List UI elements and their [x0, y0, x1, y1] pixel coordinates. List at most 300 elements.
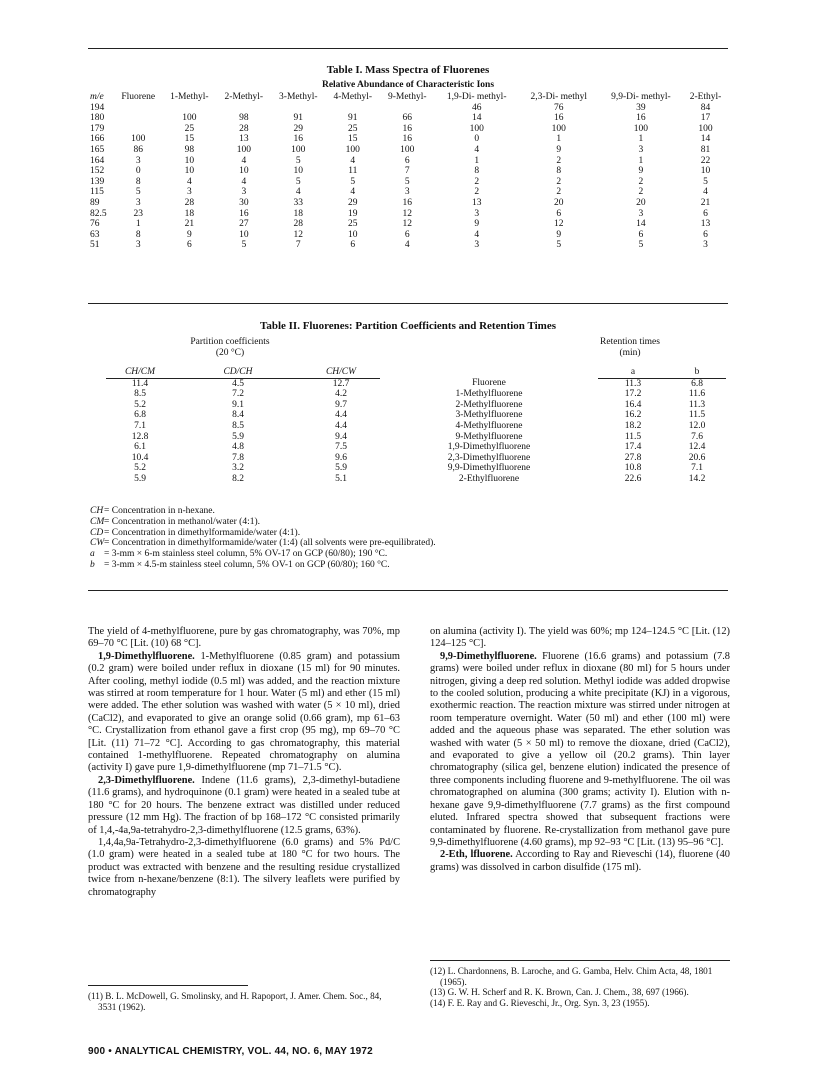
table-cell: 17.2 — [624, 389, 642, 400]
table2-group-right-label: Retention times — [600, 337, 660, 347]
table-row — [88, 166, 728, 177]
table-row — [88, 156, 728, 167]
table-row — [106, 432, 726, 443]
table-cell — [114, 103, 162, 114]
table-cell: 1-Methylfluorene — [455, 389, 523, 400]
table-cell: 6 — [556, 208, 562, 219]
table-cell: 4 — [404, 240, 410, 251]
table-cell: 6 — [638, 229, 644, 240]
table-cell: 8.4 — [232, 410, 244, 421]
table-cell — [114, 124, 162, 135]
section-heading: 1,9-Dimethylfluorene. — [98, 650, 195, 662]
paragraph-text: According to Ray and Rieveschi (14), fluorene (40 grams) was dissolved in carbon disulfide (175 ml). — [430, 849, 730, 873]
table-cell: 7.1 — [691, 463, 703, 474]
table-cell: 3 — [703, 240, 708, 251]
table-cell: 4 — [241, 176, 247, 187]
table-cell: 2,3-Dimethylfluorene — [447, 452, 531, 463]
table-cell — [380, 103, 434, 114]
table-cell: 5.9 — [232, 431, 244, 442]
table-cell: 4.4 — [335, 420, 347, 431]
table-cell: 2 — [556, 155, 562, 166]
table-cell: 100 — [182, 113, 197, 124]
table-cell: 21 — [184, 219, 195, 230]
table-cell: 4 — [350, 187, 356, 198]
table-cell: 3 — [638, 144, 644, 155]
table-cell: 1 — [556, 134, 562, 145]
table-cell: 5 — [135, 187, 141, 198]
table-cell: 4-Methylfluorene — [455, 420, 523, 431]
left-references — [88, 991, 400, 1012]
reference: (11) B. L. McDowell, G. Smolinsky, and H. Rapoport, J. Amer. Chem. Soc., 84, 3531 (1962). — [88, 991, 382, 1012]
table-cell: 7.5 — [335, 442, 347, 453]
footnote-text: = Concentration in dimethylformamide/water (4:1). — [104, 527, 301, 538]
table-cell: 17 — [700, 113, 711, 124]
table-cell: 9 — [556, 144, 562, 155]
table-footnote — [90, 560, 390, 571]
table-cell: 11.3 — [624, 378, 642, 389]
paragraph-text: 1-Methylfluorene (0.85 gram) and potassium (0.2 gram) were boiled under reflux in dioxane (15 ml) for 90 minutes. After cooling, methyl iodide (0.5 ml) was added, and the reaction mixture was stirred at room temperature for 1 hour. Water (5 ml) and ether (15 ml) were added. The ether solution was washed with water (5 × 10 ml), dried (CaCl2), and evaporated to give an orange solid (0.66 gram), mp 61–63 °C. Crystallization from ethanol gave a first crop (95 mg), mp 69–70 °C [Lit. (11) 71–72 °C]. According to gas chromatography, this material contained 1-methylfluorene. Repeated chromatography on alumina (activity I) gave pure 1,9-dimethylfluorene (mp 71–71.5 °C). — [88, 650, 400, 774]
table-cell: 3 — [135, 155, 141, 166]
table-cell: 10.4 — [131, 452, 149, 463]
table-cell: 16 — [636, 113, 646, 124]
table-cell: 20.6 — [688, 452, 706, 463]
table-cell: 100 — [633, 123, 649, 134]
table-row — [106, 389, 726, 400]
table-cell: 4.8 — [232, 442, 244, 453]
table-cell: 3 — [135, 240, 141, 251]
table-cell: 164 — [90, 155, 105, 166]
table-cell: 29 — [348, 197, 358, 208]
table-cell: 6 — [703, 208, 708, 219]
table-row — [88, 219, 728, 230]
table-cell: 100 — [698, 123, 713, 134]
table-cell: 28 — [184, 197, 195, 208]
table-cell: 180 — [90, 113, 105, 124]
footnote-key: CH — [90, 506, 104, 516]
table-cell: 9 — [474, 219, 480, 230]
table-cell: 14.2 — [688, 473, 706, 484]
table-cell: 4 — [241, 155, 247, 166]
right-ref-rule — [430, 960, 730, 961]
table-cell: 14 — [700, 134, 711, 145]
table-footnote — [90, 549, 387, 560]
section-heading: 9,9-Dimethylfluorene. — [440, 650, 537, 662]
table-row — [88, 209, 728, 220]
table-cell: 10 — [184, 155, 195, 166]
table-cell: 76 — [554, 102, 564, 113]
table-cell: 4 — [474, 144, 480, 155]
table-cell: 6 — [350, 240, 356, 251]
table-cell: 165 — [90, 144, 105, 155]
paragraph-text: Indene (11.6 grams), 2,3-dimethyl-butadiene (11.6 grams), and hydroquinone (0.1 gram) were heated in a sealed tube at 180 °C for 20 hours. The benzene extract was distilled under reduced pressure (12 mm Hg). The fraction of bp 168–172 °C consisted primarily of 1,4,-4a,9a-tetrahydro-2,3-dimethylfluorene (12.5 grams, 63%). — [88, 774, 400, 836]
table1-col-header: 3-Methyl- — [279, 92, 318, 102]
paragraph: The yield of 4-methylfluorene, pure by gas chromatography, was 70%, mp 69–70 °C [Lit. (10) 68 °C]. — [88, 626, 400, 650]
table-cell: 6.8 — [691, 378, 703, 389]
table-cell: 13 — [239, 134, 249, 145]
table-cell: 22 — [700, 155, 711, 166]
table-footnote — [90, 528, 300, 539]
table-cell — [162, 103, 216, 114]
table-cell: 10 — [348, 229, 358, 240]
footnote-text: = Concentration in methanol/water (4:1). — [104, 516, 260, 527]
table-cell: 100 — [551, 123, 566, 134]
table-cell: 1 — [474, 155, 480, 166]
table-cell: 8.5 — [134, 389, 146, 400]
table1-body — [88, 103, 728, 251]
table-cell: 5 — [295, 176, 301, 187]
paragraph: 1,4,4a,9a-Tetrahydro-2,3-dimethylfluorene (6.0 grams) and 5% Pd/C (1.0 gram) were heated in a sealed tube at 180 °C for two hours. The product was extracted with benzene and the resulting residue crystallized twice from n-hexane/benzene (8:1). The silvery leaflets were purified by chromatography — [88, 836, 400, 898]
table2-col-header: CH/CW — [302, 367, 380, 378]
table-cell: 3 — [135, 197, 141, 208]
table-cell: 11.5 — [688, 410, 706, 421]
table-cell: 9.4 — [335, 431, 347, 442]
table-cell: 19 — [348, 208, 358, 219]
table-row — [106, 410, 726, 421]
table2-title: Table II. Fluorenes: Partition Coefficients and Retention Times — [260, 320, 556, 332]
table-cell: 20 — [554, 197, 564, 208]
table2-group-left-label: Partition coefficients — [190, 337, 270, 347]
table-cell: 3.2 — [232, 463, 244, 474]
table-cell: 12.4 — [688, 442, 706, 453]
table-cell: 5 — [638, 240, 644, 251]
footnote-text: = 3-mm × 6-m stainless steel column, 5% OV-17 on GCP (60/80); 190 °C. — [104, 549, 388, 560]
table-cell: 5 — [556, 240, 562, 251]
table-cell: 91 — [348, 113, 358, 124]
table-cell: 7.1 — [134, 420, 146, 431]
table-cell: 16 — [554, 113, 564, 124]
reference: (13) G. W. H. Scherf and R. K. Brown, Can. J. Chem., 38, 697 (1966). — [430, 987, 689, 998]
table1 — [88, 92, 728, 251]
table1-title: Table I. Mass Spectra of Fluorenes — [326, 64, 490, 76]
table-cell: 7 — [404, 166, 410, 177]
table-cell: 2 — [638, 176, 644, 187]
table-row — [106, 453, 726, 464]
table-cell: 2 — [474, 187, 480, 198]
table-cell: 25 — [184, 123, 195, 134]
table-cell: 9-Methylfluorene — [455, 431, 523, 442]
right-column — [430, 626, 730, 874]
table-cell: 14 — [471, 113, 482, 124]
table-cell: 5 — [703, 176, 708, 187]
table-cell: 6 — [703, 229, 708, 240]
left-column — [88, 626, 400, 899]
table-cell: 9 — [556, 229, 562, 240]
table-cell — [114, 113, 162, 124]
table-cell: 10 — [293, 166, 304, 177]
table-row — [88, 113, 728, 124]
table-cell: 18.2 — [624, 420, 642, 431]
table-cell: 6 — [186, 240, 192, 251]
table-footnote — [90, 538, 436, 549]
table-cell: 11.3 — [688, 399, 706, 410]
table-cell: 2-Methylfluorene — [455, 399, 523, 410]
table-cell: 27.8 — [624, 452, 642, 463]
table-cell: 8 — [556, 166, 562, 177]
page-footer: 900 • ANALYTICAL CHEMISTRY, VOL. 44, NO. 6, MAY 1972 — [88, 1046, 373, 1057]
footnote-key: CD — [90, 527, 104, 538]
table-cell: 12 — [293, 229, 304, 240]
table-cell: 9 — [638, 166, 644, 177]
table-cell: 21 — [700, 197, 711, 208]
table-cell: 1 — [638, 155, 644, 166]
table-row — [88, 187, 728, 198]
table-cell: 2 — [556, 176, 562, 187]
table-cell: 5 — [404, 176, 410, 187]
table-cell: 100 — [236, 144, 251, 155]
paragraph — [88, 775, 400, 837]
table-cell: 11 — [348, 166, 358, 177]
table-cell — [271, 103, 325, 114]
table-cell: 5.9 — [335, 463, 347, 474]
table-cell: 6 — [404, 155, 410, 166]
table-cell: 12 — [402, 219, 413, 230]
footnote-text: = Concentration in dimethylformamide/water (1:4) (all solvents were pre-equilibrated). — [104, 538, 436, 549]
table-row — [88, 124, 728, 135]
table-cell: 13 — [471, 197, 482, 208]
table-cell: 7.8 — [232, 452, 244, 463]
table-cell: 4 — [474, 229, 480, 240]
table-footnote — [90, 506, 215, 517]
table1-col-header: 2,3-Di- methyl — [530, 92, 588, 102]
table-cell: 139 — [90, 176, 105, 187]
table-cell: 17.4 — [624, 442, 642, 453]
table-cell: 84 — [700, 102, 711, 113]
table1-header-row — [88, 92, 728, 103]
table-cell: 4 — [295, 187, 301, 198]
table-cell: 16.4 — [624, 399, 642, 410]
table-cell: 3 — [241, 187, 247, 198]
table-cell: 23 — [133, 208, 143, 219]
table-cell: 5.2 — [134, 399, 146, 410]
table-row — [106, 463, 726, 474]
table-cell: 6 — [404, 229, 410, 240]
table-cell: 0 — [474, 134, 480, 145]
footnote-key: a — [90, 549, 95, 560]
table-cell: 18 — [293, 208, 304, 219]
table-footnote — [90, 517, 260, 528]
table-cell: 20 — [636, 197, 646, 208]
table-row — [88, 145, 728, 156]
table-cell: 6.1 — [134, 442, 146, 453]
reference: (12) L. Chardonnens, B. Laroche, and G. Gamba, Helv. Chim Acta, 48, 1801 (1965). — [430, 966, 713, 987]
table1-col-header: 4-Methyl- — [333, 92, 373, 102]
table-cell: 9,9-Dimethylfluorene — [447, 463, 531, 474]
table-cell: 8.2 — [232, 473, 244, 484]
table-cell: 63 — [90, 229, 100, 240]
table1-col-header: 1,9-Di- methyl- — [446, 92, 507, 102]
table1-subtitle: Relative Abundance of Characteristic Ions — [321, 80, 495, 90]
table-cell: 10 — [184, 166, 195, 177]
table-cell: 7 — [295, 240, 301, 251]
table-cell: 4.5 — [232, 378, 244, 389]
table-cell: 100 — [291, 144, 306, 155]
table-cell: 25 — [348, 123, 358, 134]
table-cell: 82.5 — [90, 208, 107, 219]
table2 — [106, 367, 726, 485]
table-row — [106, 474, 726, 485]
table-cell: 152 — [90, 166, 105, 177]
table-cell: 28 — [239, 123, 249, 134]
table-cell: 4.2 — [335, 389, 347, 400]
table-cell: 100 — [469, 123, 484, 134]
table-cell: 91 — [293, 113, 304, 124]
reference: (14) F. E. Ray and G. Rieveschi, Jr., Org. Syn. 3, 23 (1955). — [430, 998, 650, 1009]
footnote-key: CW — [90, 538, 105, 549]
table-row — [88, 240, 728, 251]
table-row — [88, 230, 728, 241]
table-cell: 89 — [90, 197, 100, 208]
table-cell: 1 — [135, 219, 141, 230]
table2-col-header: b — [668, 367, 726, 378]
table-cell: 28 — [293, 219, 304, 230]
table-cell: 51 — [90, 240, 100, 251]
table-cell: 29 — [293, 123, 304, 134]
table-cell: 8.5 — [232, 420, 244, 431]
table1-col-header: 9,9-Di- methyl- — [611, 92, 671, 102]
table-cell: 3 — [404, 187, 410, 198]
table-cell: 10 — [239, 166, 249, 177]
table-cell: 3 — [474, 208, 480, 219]
table-cell: 11.5 — [624, 431, 642, 442]
table-cell: 25 — [348, 219, 358, 230]
table-cell: 5 — [350, 176, 356, 187]
table2-body — [106, 378, 726, 484]
table-row — [106, 378, 726, 389]
table-cell: 15 — [348, 134, 358, 145]
table-cell — [326, 103, 380, 114]
paragraph — [430, 849, 730, 874]
table-row — [88, 103, 728, 114]
table-cell: 3 — [638, 208, 644, 219]
table-cell: 194 — [90, 102, 105, 113]
table-cell: 16.2 — [624, 410, 642, 421]
table2-col-header: CD/CH — [174, 367, 302, 378]
table2-group-right-sub: (min) — [619, 347, 641, 358]
table-cell: 100 — [345, 144, 360, 155]
paragraph — [430, 651, 730, 850]
table-cell: 9.1 — [232, 399, 244, 410]
table-cell: 3 — [186, 187, 192, 198]
table-cell: 3 — [474, 240, 480, 251]
footnote-key: CM — [90, 516, 105, 527]
left-ref-rule — [88, 985, 248, 986]
table2-group-right — [570, 337, 690, 358]
paragraph-text: Fluorene (16.6 grams) and potassium (7.8 grams) were boiled under reflux in dioxane (80 ml) for 5 hours under nitrogen, giving a deep red solution. Methyl iodide was added dropwise to the cooled solution, producing a white precipitate (KJ) in a vigorous, exothermic reaction. The reaction mixture was stirred under nitrogen at room temperature overnight. Water (50 ml) and ether (100 ml) were added and the aqueous phase was separated. The ether solution was washed with water (5 × 50 ml) to remove the dioxane, dried (CaCl2), and evaporated to give a yellow oil (20.2 grams). Thin layer chromatography (silica gel, benzene elution) indicated the presence of three components including fluorene and 9-methylfluorene. The oil was chromatographed on alumina (300 grams; activity I). Elution with n-hexane gave 9,9-dimethylfluorene (7.7 grams) as the first compound eluted. Infrared spectra showed that subsequent fractions were contaminated by fluorene. Re-crystallization from methanol gave pure 9,9-dimethylfluorene (4.60 grams), mp 92–93 °C [Lit. (13) 95–96 °C]. — [430, 650, 730, 848]
table-cell: 100 — [131, 134, 146, 145]
paragraph — [88, 651, 400, 775]
table-cell: 12 — [554, 219, 564, 230]
table-cell: 115 — [90, 187, 104, 198]
table-cell: 16 — [239, 208, 249, 219]
table2-col-header: CH/CM — [106, 367, 174, 378]
table-row — [106, 442, 726, 453]
paragraph: on alumina (activity I). The yield was 60%; mp 124–124.5 °C [Lit. (12) 124–125 °C]. — [430, 626, 730, 650]
table-cell: Fluorene — [472, 378, 506, 389]
table-cell: 5 — [241, 240, 247, 251]
table-cell: 100 — [400, 144, 415, 155]
table1-col-header: 2-Methyl- — [224, 92, 264, 102]
table-cell: 5 — [295, 155, 301, 166]
table-cell: 179 — [90, 123, 105, 134]
table-cell: 7.6 — [691, 431, 703, 442]
table-cell: 5.1 — [335, 473, 347, 484]
table-cell: 22.6 — [624, 473, 642, 484]
table-cell: 12 — [402, 208, 413, 219]
table-cell: 16 — [402, 134, 413, 145]
table-cell: 5.2 — [134, 463, 146, 474]
top-rule — [88, 48, 728, 49]
table1-col-header: Fluorene — [121, 92, 156, 102]
table-cell: 9.7 — [335, 399, 347, 410]
table-cell: 16 — [402, 123, 413, 134]
table-cell: 98 — [184, 144, 195, 155]
table-cell: 39 — [636, 102, 646, 113]
table2-col-header: a — [598, 367, 668, 378]
table2-col-header — [380, 367, 598, 378]
table1-col-header: 9-Methyl- — [388, 92, 427, 102]
table-cell: 4 — [703, 187, 708, 198]
right-references — [430, 966, 730, 1009]
table-cell: 166 — [90, 134, 105, 145]
table1-bottom-rule — [88, 303, 728, 304]
table-row — [88, 198, 728, 209]
table-cell: 18 — [184, 208, 195, 219]
section-heading: 2-Eth, lfluorene. — [440, 849, 513, 861]
table-row — [106, 421, 726, 432]
table-cell: 11.6 — [688, 389, 706, 400]
table-cell: 1,9-Dimethylfluorene — [447, 442, 531, 453]
table-cell: 9 — [186, 229, 192, 240]
table-cell: 33 — [293, 197, 304, 208]
table1-col-header: m/e — [90, 92, 104, 102]
table-cell: 0 — [135, 166, 141, 177]
table-cell: 5.9 — [134, 473, 146, 484]
table-cell: 10 — [700, 166, 711, 177]
footnote-text: = 3-mm × 4.5-m stainless steel column, 5% OV-1 on GCP (60/80); 160 °C. — [104, 560, 390, 570]
table-cell: 14 — [636, 219, 646, 230]
table-cell: 16 — [293, 134, 304, 145]
table-cell: 98 — [239, 113, 249, 124]
footnote-text: = Concentration in n-hexane. — [104, 506, 215, 516]
section-heading: 2,3-Dimethylfluorene. — [98, 774, 195, 786]
table-cell: 13 — [700, 219, 711, 230]
table-cell: 46 — [471, 102, 482, 113]
table-cell: 16 — [402, 197, 413, 208]
table-cell: 2 — [556, 187, 562, 198]
table2-bottom-rule — [88, 590, 728, 591]
table-cell: 4 — [186, 176, 192, 187]
table-cell: 27 — [239, 219, 249, 230]
table-cell: 4 — [350, 155, 356, 166]
table-cell: 12.7 — [332, 378, 350, 389]
table-cell: 10 — [239, 229, 249, 240]
table-cell: 66 — [402, 113, 413, 124]
table-cell: 15 — [184, 134, 195, 145]
table-row — [88, 177, 728, 188]
table-cell — [217, 103, 271, 114]
table-cell: 81 — [700, 144, 711, 155]
table-cell: 12.0 — [688, 420, 706, 431]
table-cell: 8 — [135, 176, 141, 187]
table2-header-row — [106, 367, 726, 378]
table-cell: 1 — [638, 134, 644, 145]
table-row — [106, 400, 726, 411]
table-cell: 2-Ethylfluorene — [458, 473, 520, 484]
table-cell: 9.6 — [335, 452, 347, 463]
table1-col-header: 1-Methyl- — [170, 92, 209, 102]
table-row — [88, 134, 728, 145]
table-cell: 2 — [474, 176, 480, 187]
